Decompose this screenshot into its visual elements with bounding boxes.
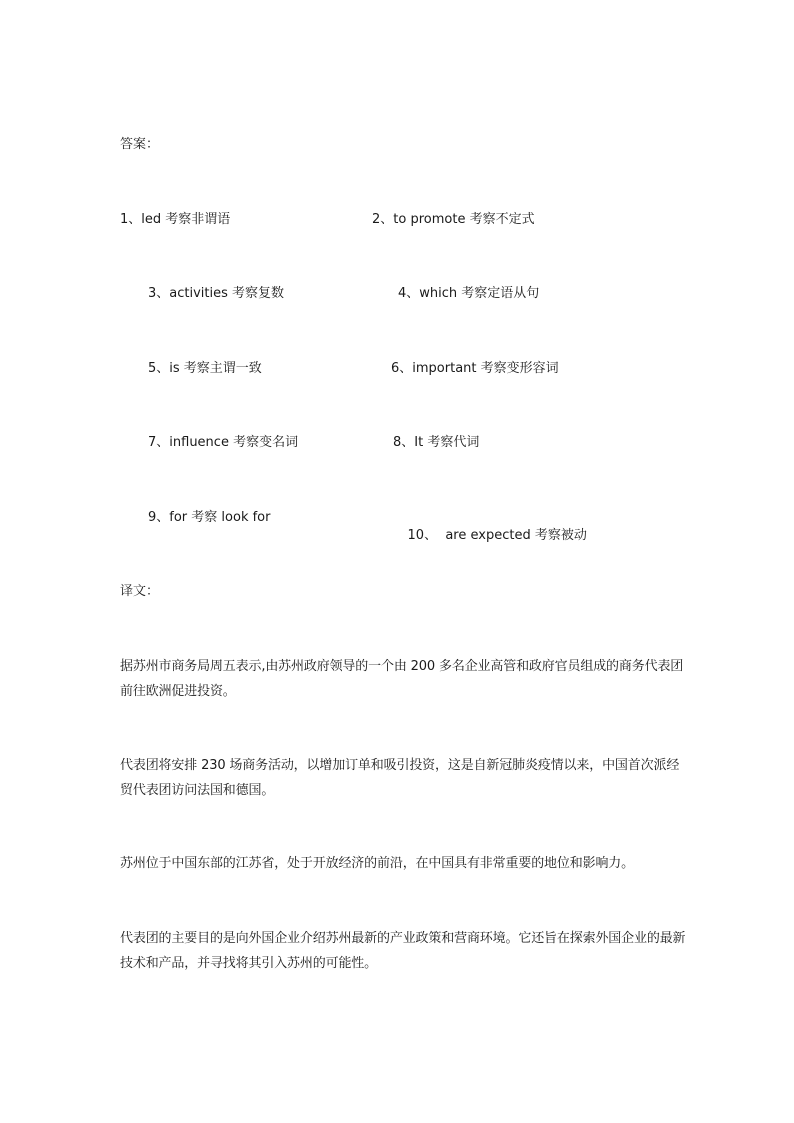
- answer-item-7: [148, 434, 298, 452]
- answer-number: 2、: [372, 212, 394, 227]
- answer-text: are expected 考察被动: [437, 528, 587, 543]
- answer-number: 10、: [407, 528, 438, 543]
- answers-heading: 答案：: [120, 137, 160, 152]
- answer-number: 6、: [391, 361, 413, 376]
- translation-heading: 译文：: [120, 584, 160, 599]
- answer-number: 3、: [148, 286, 170, 301]
- answer-number: 4、: [398, 286, 420, 301]
- translation-paragraph-3: 苏州位于中国东部的江苏省，处于开放经济的前沿，在中国具有非常重要的地位和影响力。: [120, 856, 635, 871]
- answer-item-4: [398, 285, 539, 303]
- answer-text: is 考察主谓一致: [169, 361, 262, 376]
- answer-text: It 考察代词: [414, 435, 480, 450]
- answer-text: activities 考察复数: [169, 286, 285, 301]
- answer-item-2: [372, 211, 535, 229]
- translation-paragraph-4: 代表团的主要目的是向外国企业介绍苏州最新的产业政策和营商环境。它还旨在探索外国企业的最新技术和产品，并寻找将其引入苏州的可能性。: [120, 931, 686, 971]
- translation-paragraph-1: 据苏州市商务局周五表示,由苏州政府领导的一个由 200 多名企业高管和政府官员组成的商务代表团前往欧洲促进投资。: [120, 659, 684, 699]
- answer-item-5: [148, 360, 262, 378]
- answer-item-6: [391, 360, 559, 378]
- answer-item-3: [148, 285, 284, 303]
- answer-number: 5、: [148, 361, 170, 376]
- answer-number: 7、: [148, 435, 170, 450]
- answer-text: important 考察变形容词: [412, 361, 559, 376]
- answer-item-8: [393, 434, 479, 452]
- answer-text: which 考察定语从句: [419, 286, 540, 301]
- answer-number: 1、: [120, 212, 142, 227]
- answer-text: to promote 考察不定式: [393, 212, 535, 227]
- answer-text: influence 考察变名词: [169, 435, 299, 450]
- answer-number: 9、: [148, 510, 170, 525]
- answer-item-9: [148, 509, 270, 527]
- answer-item-1: [120, 211, 230, 229]
- answer-number: 8、: [393, 435, 415, 450]
- answer-text: led 考察非谓语: [141, 212, 231, 227]
- translation-paragraph-2: 代表团将安排 230 场商务活动，以增加订单和吸引投资，这是自新冠肺炎疫情以来，中国首次派经贸代表团访问法国和德国。: [120, 758, 680, 798]
- answer-item-10: [391, 509, 587, 563]
- answer-text: for 考察 look for: [169, 510, 271, 525]
